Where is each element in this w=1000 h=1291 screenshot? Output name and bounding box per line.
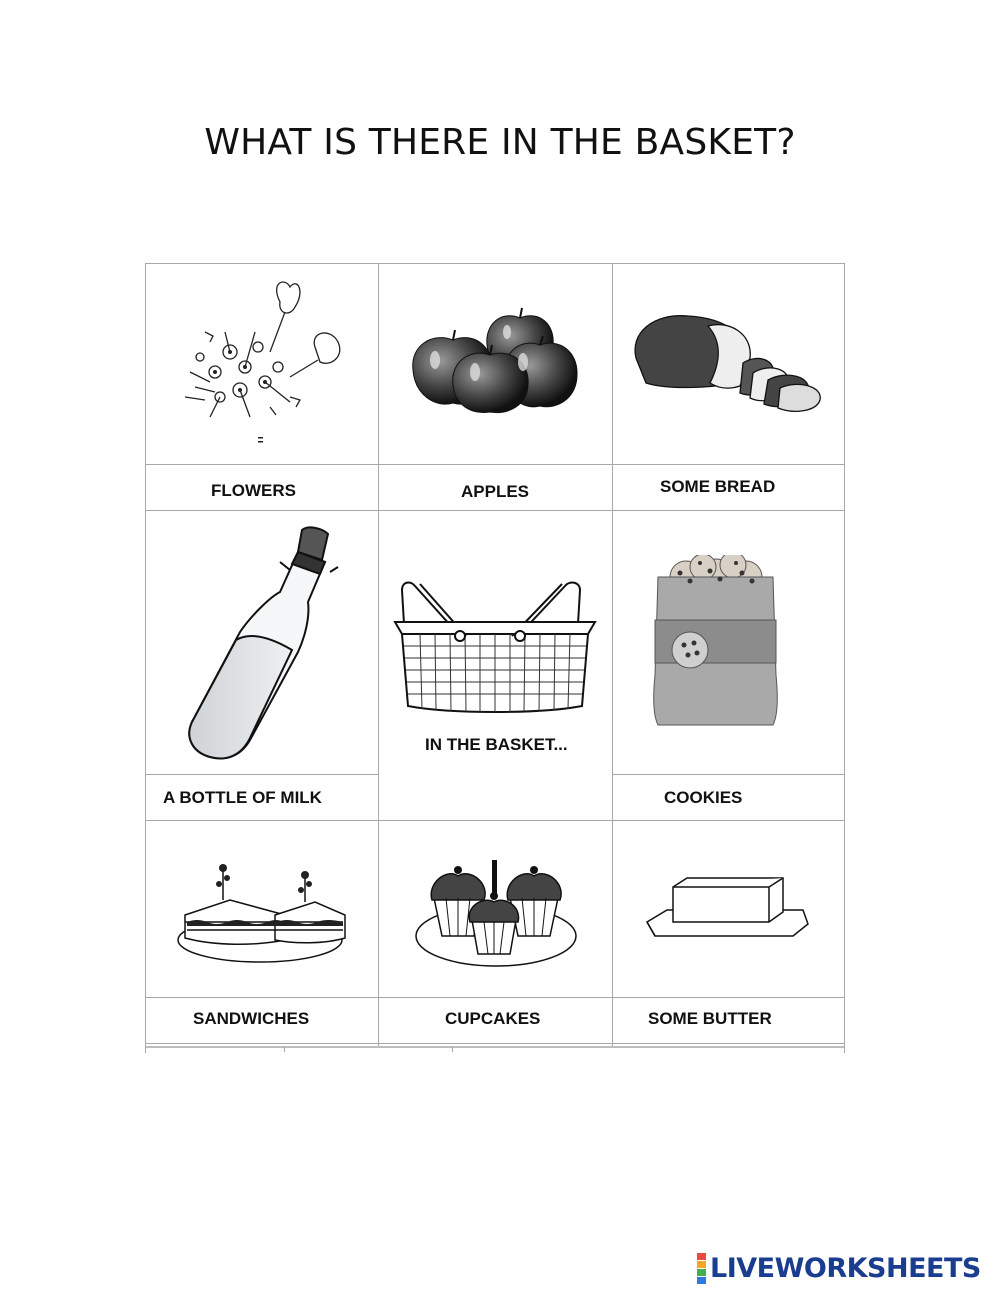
item-label-cupcakes: CUPCAKES: [445, 1009, 541, 1028]
apples-icon: [405, 300, 585, 415]
item-label-butter: SOME BUTTER: [648, 1009, 772, 1028]
item-label-bread: SOME BREAD: [660, 477, 776, 496]
cookies-icon: [648, 555, 783, 730]
logo-mark-icon: [697, 1253, 706, 1284]
liveworksheets-logo: [697, 1250, 981, 1286]
cupcakes-icon: [412, 858, 580, 970]
flowers-icon: [170, 272, 355, 452]
bread-icon: [628, 308, 828, 416]
item-label-apples: APPLES: [461, 482, 530, 501]
milk-bottle-icon: [180, 522, 350, 767]
sandwiches-icon: [175, 860, 350, 970]
item-label-flowers: FLOWERS: [211, 481, 296, 500]
item-label-basket: IN THE BASKET...: [425, 735, 568, 754]
item-label-milk: A BOTTLE OF MILK: [163, 788, 322, 807]
worksheet-title: WHAT IS THERE IN THE BASKET?: [204, 122, 796, 163]
item-label-cookies: COOKIES: [664, 788, 743, 807]
butter-icon: [645, 872, 810, 944]
basket-icon: [390, 574, 600, 719]
brand-name: LIVEWORKSHEETS: [710, 1252, 981, 1284]
item-label-sandwiches: SANDWICHES: [193, 1009, 310, 1028]
